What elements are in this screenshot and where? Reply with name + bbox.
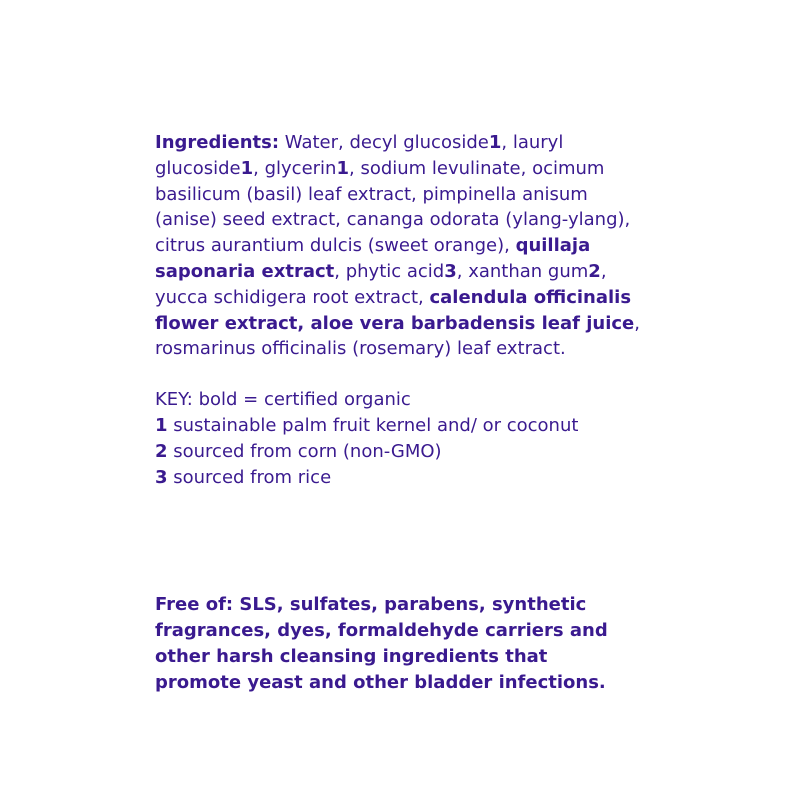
organic-ingredient: calendula officinalis flower extract, aloe vera barbadensis leaf juice [155,286,635,334]
ingredients-text: , glycerin [253,157,337,179]
ingredients-panel [155,130,655,490]
key-item [155,413,655,439]
footnote-marker: 3 [444,260,457,282]
ingredients-paragraph [155,130,655,362]
key-text: sourced from corn (non-GMO) [167,440,442,462]
ingredients-heading: Ingredients: [155,132,280,153]
ingredients-text: , sodium levulinate, ocimum basilicum (basil) leaf extract, pimpinella anisum (anise) seed extract, cananga odorata (ylang-ylang), citrus aurantium dulcis (sweet orange), [155,157,631,257]
footnote-marker: 2 [588,260,601,282]
key-number: 2 [155,440,168,462]
key-number: 3 [155,466,168,488]
key-section [155,387,655,490]
free-of-statement: Free of: SLS, sulfates, parabens, synthetic fragrances, dyes, formaldehyde carriers and other harsh cleansing ingredients that promote yeast and other bladder infections. [155,594,608,693]
ingredients-text: Water, decyl glucoside [279,132,489,153]
ingredients-text: , yucca schidigera root extract, [155,260,607,308]
key-number: 1 [155,414,168,436]
key-item [155,465,655,491]
ingredients-text: , lauryl glucoside [155,132,564,179]
key-text: sustainable palm fruit kernel and/ or coconut [167,414,579,436]
key-title: KEY: bold = certified organic [155,389,411,411]
footnote-marker: 1 [488,132,502,153]
ingredients-text: , rosmarinus officinalis (rosemary) leaf extract. [155,312,641,360]
ingredients-text: , xanthan gum [456,260,589,282]
footnote-marker: 1 [240,157,254,179]
ingredients-text: , phytic acid [334,260,445,282]
key-item [155,439,655,465]
footnote-marker: 1 [336,157,349,179]
key-text: sourced from rice [167,466,332,488]
organic-ingredient: quillaja saponaria extract [155,235,591,282]
